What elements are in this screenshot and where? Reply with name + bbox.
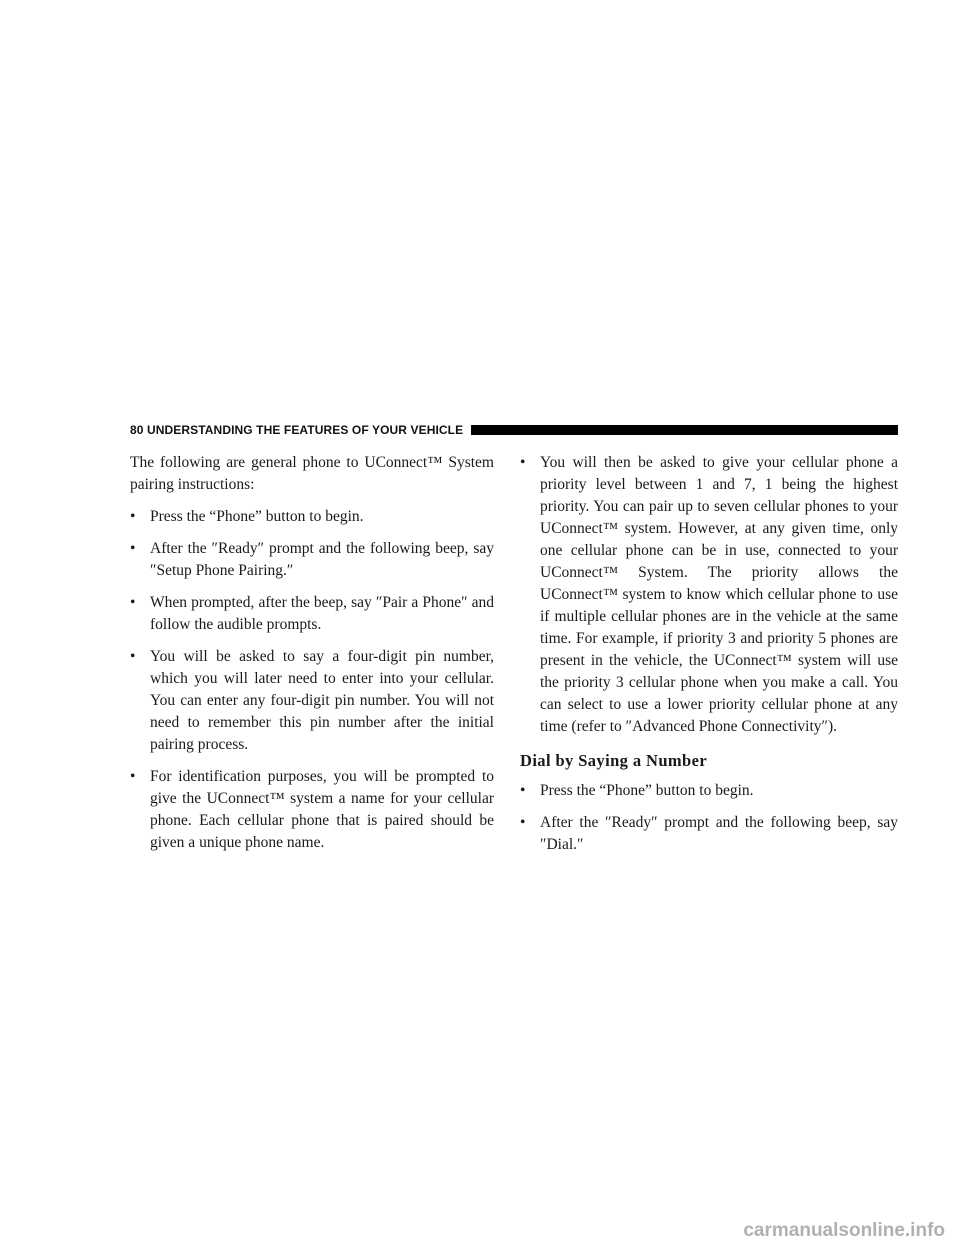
list-item: • After the ″Ready″ prompt and the following beep, say ″Dial.″ xyxy=(520,814,898,853)
list-item: • You will then be asked to give your cellular phone a priority level between 1 and 7, 1 being the highest priority. You can pair up to seven cellular phones to your UConnect™ system. However, at any given time, only one cellular phone can be in use, connected to your UConnect™ System. The priority allows the UConnect™ system to know which cellular phone to use if multiple cellular phones are in the vehicle at the same time. For example, if priority 3 and priority 5 phones are present in the vehicle, the UConnect™ system will use the priority 3 cellular phone when you make a call. You can select to use a lower priority cellular phone at any time (refer to ″Advanced Phone Connectivity″). xyxy=(520,454,898,735)
list-item: • You will be asked to say a four-digit pin number, which you will later need to enter into your cellular. You can enter any four-digit pin number. You will not need to remember this pin number after the initial pairing process. xyxy=(130,648,494,753)
header-rule xyxy=(471,425,898,435)
bullet-icon: • xyxy=(520,454,526,471)
footer-watermark xyxy=(0,1216,960,1242)
priority-steps-list xyxy=(520,452,898,738)
watermark-logo-icon xyxy=(0,1216,960,1242)
pairing-steps-list xyxy=(130,506,494,854)
list-item: • For identification purposes, you will be prompted to give the UConnect™ system a name for your cellular phone. Each cellular phone that is paired should be given a unique phone name. xyxy=(130,768,494,851)
bullet-icon: • xyxy=(130,768,136,785)
bullet-icon: • xyxy=(130,540,136,557)
bullet-icon: • xyxy=(520,814,526,831)
left-column xyxy=(130,452,494,864)
list-item: • Press the “Phone” button to begin. xyxy=(520,780,898,802)
intro-paragraph: The following are general phone to UConnect™ System pairing instructions: xyxy=(130,454,494,493)
right-column xyxy=(520,452,898,866)
dial-steps-list xyxy=(520,780,898,856)
bullet-icon: • xyxy=(130,594,136,611)
list-item: • When prompted, after the beep, say ″Pair a Phone″ and follow the audible prompts. xyxy=(130,594,494,633)
section-heading: Dial by Saying a Number xyxy=(520,751,708,770)
bullet-icon: • xyxy=(520,782,526,799)
page-number-title: 80 UNDERSTANDING THE FEATURES OF YOUR VEHICLE xyxy=(130,423,464,437)
page-header xyxy=(130,422,898,438)
bullet-icon: • xyxy=(130,648,136,665)
watermark-text: carmanualsonline.info xyxy=(743,1220,945,1241)
bullet-icon: • xyxy=(130,508,136,525)
list-item: • After the ″Ready″ prompt and the following beep, say ″Setup Phone Pairing.″ xyxy=(130,540,494,579)
list-item: • Press the “Phone” button to begin. xyxy=(130,506,494,528)
